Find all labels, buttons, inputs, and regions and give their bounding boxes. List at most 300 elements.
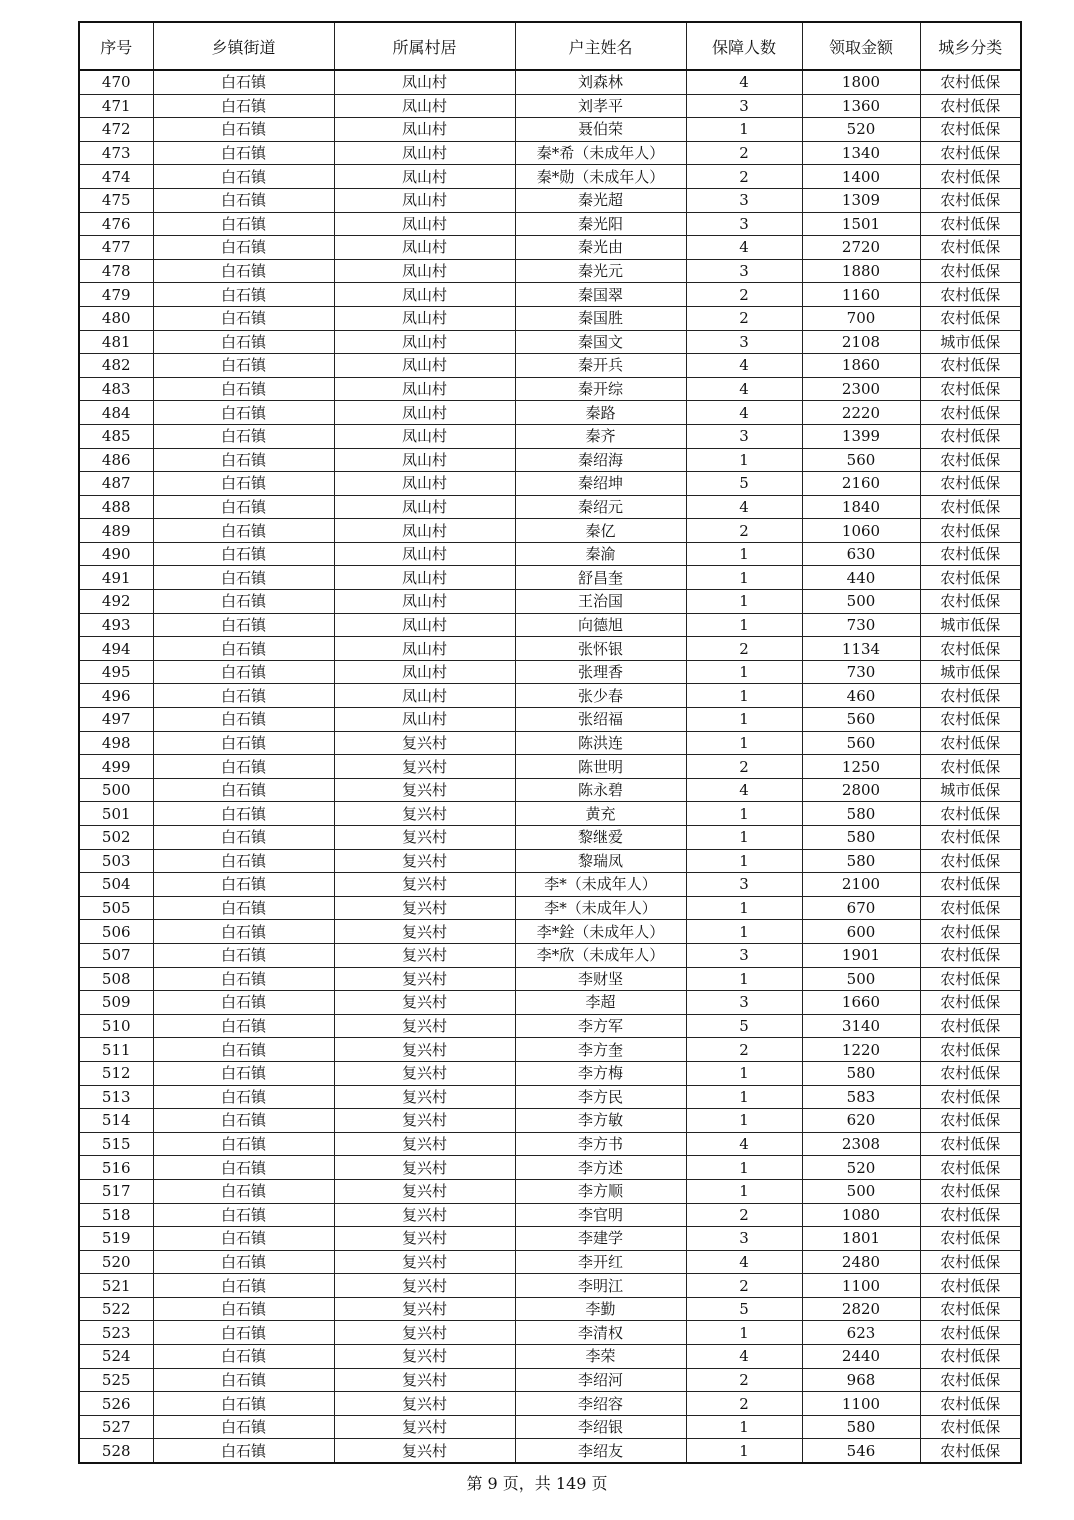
category-cell: 农村低保 bbox=[920, 495, 1021, 519]
category-cell: 农村低保 bbox=[920, 1109, 1021, 1133]
village-cell: 复兴村 bbox=[334, 1321, 515, 1345]
table-row bbox=[79, 212, 1021, 236]
village-cell: 凤山村 bbox=[334, 94, 515, 118]
village-cell: 复兴村 bbox=[334, 1109, 515, 1133]
amount-received-cell: 500 bbox=[802, 590, 920, 614]
village-cell: 凤山村 bbox=[334, 660, 515, 684]
township-cell: 白石镇 bbox=[153, 212, 334, 236]
covered-persons-cell: 1 bbox=[686, 118, 802, 142]
covered-persons-cell: 1 bbox=[686, 590, 802, 614]
category-cell: 农村低保 bbox=[920, 212, 1021, 236]
township-cell: 白石镇 bbox=[153, 354, 334, 378]
amount-received-cell: 500 bbox=[802, 1179, 920, 1203]
table-row bbox=[79, 778, 1021, 802]
amount-received-cell: 1901 bbox=[802, 943, 920, 967]
householder-name-cell: 秦开兵 bbox=[515, 354, 686, 378]
serial-number-cell: 495 bbox=[79, 660, 153, 684]
table-row bbox=[79, 637, 1021, 661]
category-cell: 农村低保 bbox=[920, 165, 1021, 189]
category-cell: 农村低保 bbox=[920, 377, 1021, 401]
serial-number-cell: 508 bbox=[79, 967, 153, 991]
category-cell: 农村低保 bbox=[920, 1274, 1021, 1298]
covered-persons-cell: 1 bbox=[686, 802, 802, 826]
serial-number-cell: 511 bbox=[79, 1038, 153, 1062]
village-cell: 复兴村 bbox=[334, 778, 515, 802]
serial-number-cell: 512 bbox=[79, 1061, 153, 1085]
serial-number-cell: 481 bbox=[79, 330, 153, 354]
householder-name-cell: 李官明 bbox=[515, 1203, 686, 1227]
category-cell: 农村低保 bbox=[920, 542, 1021, 566]
township-cell: 白石镇 bbox=[153, 306, 334, 330]
covered-persons-cell: 1 bbox=[686, 684, 802, 708]
table-row bbox=[79, 1345, 1021, 1369]
amount-received-cell: 2220 bbox=[802, 401, 920, 425]
township-cell: 白石镇 bbox=[153, 590, 334, 614]
amount-received-cell: 2480 bbox=[802, 1250, 920, 1274]
serial-number-cell: 497 bbox=[79, 708, 153, 732]
householder-name-cell: 秦国文 bbox=[515, 330, 686, 354]
table-row bbox=[79, 1250, 1021, 1274]
serial-number-cell: 475 bbox=[79, 188, 153, 212]
table-row bbox=[79, 1392, 1021, 1416]
category-cell: 农村低保 bbox=[920, 1368, 1021, 1392]
amount-received-cell: 2720 bbox=[802, 236, 920, 260]
amount-received-cell: 460 bbox=[802, 684, 920, 708]
table-row bbox=[79, 1203, 1021, 1227]
serial-number-cell: 500 bbox=[79, 778, 153, 802]
category-cell: 农村低保 bbox=[920, 991, 1021, 1015]
serial-number-cell: 492 bbox=[79, 590, 153, 614]
amount-received-cell: 1501 bbox=[802, 212, 920, 236]
table-row bbox=[79, 1085, 1021, 1109]
village-cell: 复兴村 bbox=[334, 826, 515, 850]
amount-received-cell: 1160 bbox=[802, 283, 920, 307]
table-body bbox=[79, 70, 1021, 1463]
serial-number-cell: 494 bbox=[79, 637, 153, 661]
category-cell: 农村低保 bbox=[920, 472, 1021, 496]
householder-name-cell: 秦绍海 bbox=[515, 448, 686, 472]
householder-name-cell: 秦光阳 bbox=[515, 212, 686, 236]
householder-name-cell: 秦路 bbox=[515, 401, 686, 425]
table-row bbox=[79, 448, 1021, 472]
township-cell: 白石镇 bbox=[153, 896, 334, 920]
amount-received-cell: 730 bbox=[802, 613, 920, 637]
serial-number-cell: 524 bbox=[79, 1345, 153, 1369]
village-cell: 凤山村 bbox=[334, 70, 515, 94]
serial-number-cell: 507 bbox=[79, 943, 153, 967]
serial-number-cell: 485 bbox=[79, 424, 153, 448]
covered-persons-cell: 3 bbox=[686, 259, 802, 283]
amount-received-cell: 2440 bbox=[802, 1345, 920, 1369]
amount-received-cell: 1360 bbox=[802, 94, 920, 118]
table-row bbox=[79, 188, 1021, 212]
serial-number-cell: 525 bbox=[79, 1368, 153, 1392]
serial-number-cell: 472 bbox=[79, 118, 153, 142]
covered-persons-cell: 4 bbox=[686, 70, 802, 94]
township-cell: 白石镇 bbox=[153, 708, 334, 732]
covered-persons-cell: 2 bbox=[686, 1392, 802, 1416]
covered-persons-cell: 1 bbox=[686, 967, 802, 991]
table-row bbox=[79, 755, 1021, 779]
village-cell: 复兴村 bbox=[334, 849, 515, 873]
householder-name-cell: 李*欣（未成年人） bbox=[515, 943, 686, 967]
village-cell: 复兴村 bbox=[334, 991, 515, 1015]
village-cell: 凤山村 bbox=[334, 542, 515, 566]
table-row bbox=[79, 896, 1021, 920]
serial-number-cell: 491 bbox=[79, 566, 153, 590]
table-row bbox=[79, 708, 1021, 732]
covered-persons-cell: 1 bbox=[686, 542, 802, 566]
township-cell: 白石镇 bbox=[153, 566, 334, 590]
table-row bbox=[79, 991, 1021, 1015]
serial-number-cell: 523 bbox=[79, 1321, 153, 1345]
serial-number-cell: 519 bbox=[79, 1227, 153, 1251]
table-row bbox=[79, 1368, 1021, 1392]
table-row bbox=[79, 1179, 1021, 1203]
table-row bbox=[79, 1439, 1021, 1463]
category-cell: 农村低保 bbox=[920, 354, 1021, 378]
category-cell: 农村低保 bbox=[920, 1227, 1021, 1251]
amount-received-cell: 580 bbox=[802, 826, 920, 850]
amount-received-cell: 1134 bbox=[802, 637, 920, 661]
village-cell: 凤山村 bbox=[334, 141, 515, 165]
township-cell: 白石镇 bbox=[153, 826, 334, 850]
householder-name-cell: 舒昌奎 bbox=[515, 566, 686, 590]
township-cell: 白石镇 bbox=[153, 236, 334, 260]
category-cell: 农村低保 bbox=[920, 1345, 1021, 1369]
covered-persons-cell: 1 bbox=[686, 1321, 802, 1345]
township-cell: 白石镇 bbox=[153, 1415, 334, 1439]
householder-name-cell: 秦光元 bbox=[515, 259, 686, 283]
township-cell: 白石镇 bbox=[153, 330, 334, 354]
householder-name-cell: 李方述 bbox=[515, 1156, 686, 1180]
householder-name-cell: 秦齐 bbox=[515, 424, 686, 448]
serial-number-cell: 488 bbox=[79, 495, 153, 519]
table-row bbox=[79, 519, 1021, 543]
table-row bbox=[79, 920, 1021, 944]
category-cell: 农村低保 bbox=[920, 1439, 1021, 1463]
covered-persons-cell: 1 bbox=[686, 1179, 802, 1203]
township-cell: 白石镇 bbox=[153, 1085, 334, 1109]
covered-persons-cell: 3 bbox=[686, 873, 802, 897]
table-row bbox=[79, 802, 1021, 826]
householder-name-cell: 秦光超 bbox=[515, 188, 686, 212]
category-cell: 农村低保 bbox=[920, 708, 1021, 732]
village-cell: 凤山村 bbox=[334, 566, 515, 590]
amount-received-cell: 580 bbox=[802, 849, 920, 873]
category-cell: 农村低保 bbox=[920, 1203, 1021, 1227]
amount-received-cell: 500 bbox=[802, 967, 920, 991]
amount-received-cell: 2308 bbox=[802, 1132, 920, 1156]
category-cell: 城市低保 bbox=[920, 613, 1021, 637]
covered-persons-cell: 3 bbox=[686, 943, 802, 967]
category-cell: 农村低保 bbox=[920, 590, 1021, 614]
amount-received-cell: 580 bbox=[802, 802, 920, 826]
householder-name-cell: 李方梅 bbox=[515, 1061, 686, 1085]
category-cell: 农村低保 bbox=[920, 1038, 1021, 1062]
header-covered-persons: 保障人数 bbox=[686, 22, 802, 70]
covered-persons-cell: 1 bbox=[686, 920, 802, 944]
category-cell: 农村低保 bbox=[920, 943, 1021, 967]
category-cell: 农村低保 bbox=[920, 70, 1021, 94]
category-cell: 农村低保 bbox=[920, 826, 1021, 850]
householder-name-cell: 李荣 bbox=[515, 1345, 686, 1369]
township-cell: 白石镇 bbox=[153, 1392, 334, 1416]
amount-received-cell: 560 bbox=[802, 731, 920, 755]
header-row bbox=[79, 22, 1021, 70]
village-cell: 凤山村 bbox=[334, 118, 515, 142]
page-number-footer: 第 9 页，共 149 页 bbox=[466, 1474, 608, 1493]
householder-name-cell: 李财坚 bbox=[515, 967, 686, 991]
township-cell: 白石镇 bbox=[153, 613, 334, 637]
amount-received-cell: 1880 bbox=[802, 259, 920, 283]
township-cell: 白石镇 bbox=[153, 141, 334, 165]
covered-persons-cell: 3 bbox=[686, 991, 802, 1015]
category-cell: 农村低保 bbox=[920, 1297, 1021, 1321]
township-cell: 白石镇 bbox=[153, 118, 334, 142]
serial-number-cell: 510 bbox=[79, 1014, 153, 1038]
category-cell: 农村低保 bbox=[920, 1156, 1021, 1180]
serial-number-cell: 515 bbox=[79, 1132, 153, 1156]
table-row bbox=[79, 354, 1021, 378]
amount-received-cell: 520 bbox=[802, 1156, 920, 1180]
covered-persons-cell: 1 bbox=[686, 1439, 802, 1463]
village-cell: 复兴村 bbox=[334, 967, 515, 991]
serial-number-cell: 517 bbox=[79, 1179, 153, 1203]
serial-number-cell: 479 bbox=[79, 283, 153, 307]
table-row bbox=[79, 849, 1021, 873]
serial-number-cell: 501 bbox=[79, 802, 153, 826]
householder-name-cell: 秦国胜 bbox=[515, 306, 686, 330]
serial-number-cell: 521 bbox=[79, 1274, 153, 1298]
village-cell: 凤山村 bbox=[334, 259, 515, 283]
householder-name-cell: 张怀银 bbox=[515, 637, 686, 661]
covered-persons-cell: 3 bbox=[686, 94, 802, 118]
table-row bbox=[79, 566, 1021, 590]
householder-name-cell: 秦绍元 bbox=[515, 495, 686, 519]
village-cell: 复兴村 bbox=[334, 731, 515, 755]
serial-number-cell: 509 bbox=[79, 991, 153, 1015]
householder-name-cell: 李方奎 bbox=[515, 1038, 686, 1062]
table-row bbox=[79, 1061, 1021, 1085]
village-cell: 复兴村 bbox=[334, 1156, 515, 1180]
amount-received-cell: 600 bbox=[802, 920, 920, 944]
serial-number-cell: 527 bbox=[79, 1415, 153, 1439]
header-urban-rural-category: 城乡分类 bbox=[920, 22, 1021, 70]
amount-received-cell: 1220 bbox=[802, 1038, 920, 1062]
township-cell: 白石镇 bbox=[153, 1439, 334, 1463]
category-cell: 农村低保 bbox=[920, 1085, 1021, 1109]
amount-received-cell: 3140 bbox=[802, 1014, 920, 1038]
village-cell: 复兴村 bbox=[334, 1179, 515, 1203]
amount-received-cell: 2108 bbox=[802, 330, 920, 354]
village-cell: 凤山村 bbox=[334, 165, 515, 189]
covered-persons-cell: 4 bbox=[686, 1132, 802, 1156]
category-cell: 农村低保 bbox=[920, 967, 1021, 991]
amount-received-cell: 580 bbox=[802, 1061, 920, 1085]
village-cell: 凤山村 bbox=[334, 424, 515, 448]
householder-name-cell: 陈洪连 bbox=[515, 731, 686, 755]
village-cell: 凤山村 bbox=[334, 448, 515, 472]
category-cell: 农村低保 bbox=[920, 896, 1021, 920]
village-cell: 复兴村 bbox=[334, 1203, 515, 1227]
township-cell: 白石镇 bbox=[153, 165, 334, 189]
serial-number-cell: 482 bbox=[79, 354, 153, 378]
serial-number-cell: 490 bbox=[79, 542, 153, 566]
township-cell: 白石镇 bbox=[153, 1297, 334, 1321]
serial-number-cell: 516 bbox=[79, 1156, 153, 1180]
category-cell: 农村低保 bbox=[920, 448, 1021, 472]
category-cell: 城市低保 bbox=[920, 330, 1021, 354]
village-cell: 凤山村 bbox=[334, 495, 515, 519]
category-cell: 农村低保 bbox=[920, 1014, 1021, 1038]
village-cell: 凤山村 bbox=[334, 472, 515, 496]
covered-persons-cell: 3 bbox=[686, 188, 802, 212]
township-cell: 白石镇 bbox=[153, 472, 334, 496]
township-cell: 白石镇 bbox=[153, 424, 334, 448]
township-cell: 白石镇 bbox=[153, 188, 334, 212]
table-row bbox=[79, 330, 1021, 354]
amount-received-cell: 583 bbox=[802, 1085, 920, 1109]
amount-received-cell: 1060 bbox=[802, 519, 920, 543]
village-cell: 复兴村 bbox=[334, 1014, 515, 1038]
township-cell: 白石镇 bbox=[153, 542, 334, 566]
category-cell: 农村低保 bbox=[920, 1415, 1021, 1439]
table-row bbox=[79, 259, 1021, 283]
serial-number-cell: 478 bbox=[79, 259, 153, 283]
table-row bbox=[79, 495, 1021, 519]
category-cell: 农村低保 bbox=[920, 188, 1021, 212]
village-cell: 凤山村 bbox=[334, 283, 515, 307]
table-row bbox=[79, 141, 1021, 165]
header-amount-received: 领取金额 bbox=[802, 22, 920, 70]
householder-name-cell: 李*（未成年人） bbox=[515, 873, 686, 897]
householder-name-cell: 李*（未成年人） bbox=[515, 896, 686, 920]
householder-name-cell: 李方书 bbox=[515, 1132, 686, 1156]
amount-received-cell: 1100 bbox=[802, 1274, 920, 1298]
amount-received-cell: 2100 bbox=[802, 873, 920, 897]
covered-persons-cell: 2 bbox=[686, 1038, 802, 1062]
township-cell: 白石镇 bbox=[153, 778, 334, 802]
covered-persons-cell: 4 bbox=[686, 236, 802, 260]
householder-name-cell: 黎继爱 bbox=[515, 826, 686, 850]
category-cell: 农村低保 bbox=[920, 1061, 1021, 1085]
village-cell: 复兴村 bbox=[334, 1415, 515, 1439]
township-cell: 白石镇 bbox=[153, 1203, 334, 1227]
householder-name-cell: 秦光由 bbox=[515, 236, 686, 260]
township-cell: 白石镇 bbox=[153, 1179, 334, 1203]
amount-received-cell: 2160 bbox=[802, 472, 920, 496]
table-row bbox=[79, 967, 1021, 991]
covered-persons-cell: 2 bbox=[686, 283, 802, 307]
category-cell: 农村低保 bbox=[920, 755, 1021, 779]
township-cell: 白石镇 bbox=[153, 1227, 334, 1251]
village-cell: 复兴村 bbox=[334, 1038, 515, 1062]
table-row bbox=[79, 1297, 1021, 1321]
township-cell: 白石镇 bbox=[153, 849, 334, 873]
village-cell: 复兴村 bbox=[334, 920, 515, 944]
householder-name-cell: 陈世明 bbox=[515, 755, 686, 779]
serial-number-cell: 476 bbox=[79, 212, 153, 236]
township-cell: 白石镇 bbox=[153, 660, 334, 684]
township-cell: 白石镇 bbox=[153, 519, 334, 543]
township-cell: 白石镇 bbox=[153, 1321, 334, 1345]
amount-received-cell: 1340 bbox=[802, 141, 920, 165]
householder-name-cell: 秦开综 bbox=[515, 377, 686, 401]
amount-received-cell: 700 bbox=[802, 306, 920, 330]
householder-name-cell: 黄充 bbox=[515, 802, 686, 826]
township-cell: 白石镇 bbox=[153, 967, 334, 991]
township-cell: 白石镇 bbox=[153, 731, 334, 755]
covered-persons-cell: 1 bbox=[686, 849, 802, 873]
covered-persons-cell: 4 bbox=[686, 1345, 802, 1369]
covered-persons-cell: 2 bbox=[686, 165, 802, 189]
householder-name-cell: 秦*希（未成年人） bbox=[515, 141, 686, 165]
covered-persons-cell: 1 bbox=[686, 1109, 802, 1133]
village-cell: 凤山村 bbox=[334, 212, 515, 236]
householder-name-cell: 秦绍坤 bbox=[515, 472, 686, 496]
serial-number-cell: 502 bbox=[79, 826, 153, 850]
village-cell: 复兴村 bbox=[334, 1439, 515, 1463]
header-serial-number: 序号 bbox=[79, 22, 153, 70]
serial-number-cell: 498 bbox=[79, 731, 153, 755]
village-cell: 复兴村 bbox=[334, 1297, 515, 1321]
amount-received-cell: 1801 bbox=[802, 1227, 920, 1251]
township-cell: 白石镇 bbox=[153, 259, 334, 283]
village-cell: 复兴村 bbox=[334, 755, 515, 779]
amount-received-cell: 580 bbox=[802, 1415, 920, 1439]
serial-number-cell: 484 bbox=[79, 401, 153, 425]
householder-name-cell: 李方军 bbox=[515, 1014, 686, 1038]
township-cell: 白石镇 bbox=[153, 943, 334, 967]
header-householder-name: 户主姓名 bbox=[515, 22, 686, 70]
village-cell: 凤山村 bbox=[334, 401, 515, 425]
serial-number-cell: 486 bbox=[79, 448, 153, 472]
amount-received-cell: 1860 bbox=[802, 354, 920, 378]
table-row bbox=[79, 826, 1021, 850]
township-cell: 白石镇 bbox=[153, 448, 334, 472]
village-cell: 复兴村 bbox=[334, 1250, 515, 1274]
category-cell: 农村低保 bbox=[920, 259, 1021, 283]
table-row bbox=[79, 613, 1021, 637]
householder-name-cell: 李勤 bbox=[515, 1297, 686, 1321]
covered-persons-cell: 2 bbox=[686, 306, 802, 330]
householder-name-cell: 李*銓（未成年人） bbox=[515, 920, 686, 944]
covered-persons-cell: 3 bbox=[686, 424, 802, 448]
householder-name-cell: 陈永碧 bbox=[515, 778, 686, 802]
township-cell: 白石镇 bbox=[153, 94, 334, 118]
village-cell: 凤山村 bbox=[334, 188, 515, 212]
table-row bbox=[79, 1132, 1021, 1156]
township-cell: 白石镇 bbox=[153, 873, 334, 897]
village-cell: 凤山村 bbox=[334, 519, 515, 543]
serial-number-cell: 489 bbox=[79, 519, 153, 543]
township-cell: 白石镇 bbox=[153, 991, 334, 1015]
amount-received-cell: 520 bbox=[802, 118, 920, 142]
householder-name-cell: 秦*勋（未成年人） bbox=[515, 165, 686, 189]
householder-name-cell: 向德旭 bbox=[515, 613, 686, 637]
householder-name-cell: 张绍福 bbox=[515, 708, 686, 732]
village-cell: 复兴村 bbox=[334, 1085, 515, 1109]
village-cell: 复兴村 bbox=[334, 802, 515, 826]
table-row bbox=[79, 1109, 1021, 1133]
serial-number-cell: 487 bbox=[79, 472, 153, 496]
householder-name-cell: 李建学 bbox=[515, 1227, 686, 1251]
serial-number-cell: 526 bbox=[79, 1392, 153, 1416]
category-cell: 农村低保 bbox=[920, 1250, 1021, 1274]
serial-number-cell: 471 bbox=[79, 94, 153, 118]
township-cell: 白石镇 bbox=[153, 920, 334, 944]
